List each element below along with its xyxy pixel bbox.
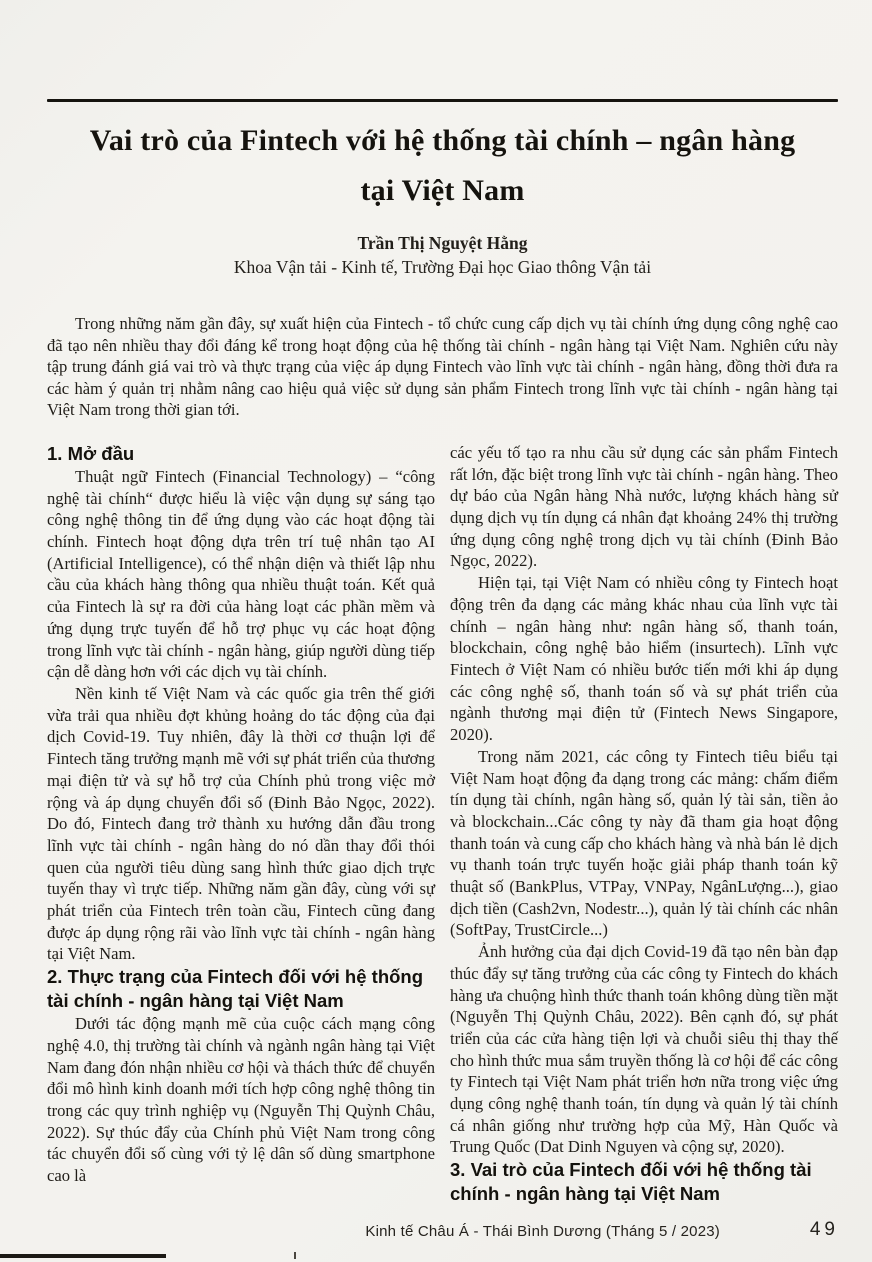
- article-title-line-1: Vai trò của Fintech với hệ thống tài chính – ngân hàng: [89, 124, 796, 157]
- article-title: [47, 116, 838, 216]
- article-title-line-2: tại Việt Nam: [360, 174, 525, 207]
- section-1-heading: 1. Mở đầu: [47, 442, 135, 464]
- scan-artifact-strip: [0, 1254, 166, 1258]
- section-1-paragraph-2: Nền kinh tế Việt Nam và các quốc gia trên thế giới vừa trải qua nhiều đợt khủng hoảng do tác động của đại dịch Covid-19. Tuy nhiên, đây là thời cơ thuận lợi để Fintech tăng trưởng mạnh mẽ với sự phát triển của thương mại điện tử và sự hỗ trợ của Chính phủ trong việc mở rộng và áp dụng chuyển đổi số (Đinh Bảo Ngọc, 2022). Do đó, Fintech đang trở thành xu hướng dẫn đầu trong lĩnh vực tài chính - ngân hàng do nó dần thay đổi thói quen của người tiêu dùng sang hình thức giao dịch trực tuyến thay vì trực tiếp. Những năm gần đây, cùng với sự phát triển của Fintech trên toàn cầu, Fintech cũng đang được áp dụng rộng rãi vào lĩnh vực tài chính - ngân hàng tại Việt Nam.: [47, 684, 435, 964]
- column-left: [47, 442, 435, 1206]
- page-content: [0, 116, 872, 1206]
- abstract-paragraph: Trong những năm gần đây, sự xuất hiện của Fintech - tổ chức cung cấp dịch vụ tài chính ứng dụng công nghệ cao đã tạo nên nhiều thay đổi đáng kể trong hoạt động của hệ thống tài chính - ngân hàng tại Việt Nam. Nghiên cứu này tập trung đánh giá vai trò và thực trạng của việc áp dụng Fintech vào lĩnh vực tài chính - ngân hàng, đồng thời đưa ra các hàm ý quản trị nhằm nâng cao hiệu quả việc sử dụng sản phẩm Fintech trong lĩnh vực tài chính - ngân hàng tại Việt Nam trong thời gian tới.: [47, 314, 838, 420]
- two-column-body: [47, 442, 838, 1206]
- section-3-heading: 3. Vai trò của Fintech đối với hệ thống tài chính - ngân hàng tại Việt Nam: [450, 1159, 812, 1205]
- section-2-paragraph-1-continuation: các yếu tố tạo ra nhu cầu sử dụng các sản phẩm Fintech rất lớn, đặc biệt trong lĩnh vực tài chính - ngân hàng. Theo dự báo của Ngân hàng Nhà nước, lượng khách hàng sử dụng dịch vụ tín dụng cá nhân đạt khoảng 24% thị trường ứng dụng công nghệ trong dịch vụ tài chính (Đinh Bảo Ngọc, 2022).: [450, 442, 838, 571]
- journal-name: Kinh tế Châu Á - Thái Bình Dương (Tháng 5 / 2023): [365, 1223, 720, 1240]
- page-footer: [0, 1219, 872, 1242]
- column-right: [450, 442, 838, 1206]
- section-1-paragraph-1: Thuật ngữ Fintech (Financial Technology) – “công nghệ tài chính“ được hiểu là việc vận dụng sự sáng tạo công nghệ thông tin để ứng dụng vào các hoạt động tài chính. Fintech hoạt động dựa trên trí tuệ nhân tạo AI (Artificial Intelligence), có thể nhận diện và thiết lập nhu cầu của khách hàng thông qua nhiều thuật toán. Kết quả của Fintech là sự ra đời của hàng loạt các phần mềm và ứng dụng trực tuyến để hỗ trợ phục vụ các hoạt động trong lĩnh vực tài chính - ngân hàng, giúp người dùng tiếp cận dễ dàng hơn với các dịch vụ tài chính.: [47, 466, 435, 682]
- header-rule: [47, 99, 838, 102]
- author-affiliation: Khoa Vận tải - Kinh tế, Trường Đại học Giao thông Vận tải: [233, 257, 652, 277]
- section-2-heading: 2. Thực trạng của Fintech đối với hệ thống tài chính - ngân hàng tại Việt Nam: [47, 966, 424, 1012]
- author-name: Trần Thị Nguyệt Hằng: [357, 233, 528, 253]
- section-2-paragraph-2: Hiện tại, tại Việt Nam có nhiều công ty Fintech hoạt động trên đa dạng các mảng khác nhau của lĩnh vực tài chính – ngân hàng như: ngân hàng số, thanh toán, blockchain, công nghệ bảo hiểm (insurtech). Lĩnh vực Fintech ở Việt Nam có nhiều bước tiến mới khi áp dụng các công nghệ số, thanh toán số và sự phát triển của ngành thương mại điện tử (Fintech News Singapore, 2020).: [450, 573, 838, 745]
- scan-artifact-tick: [294, 1252, 296, 1259]
- section-2-paragraph-1: Dưới tác động mạnh mẽ của cuộc cách mạng công nghệ 4.0, thị trường tài chính và ngành ngân hàng tại Việt Nam đang đón nhận nhiều cơ hội và thách thức để chuyển đổi mô hình kinh doanh mới tích hợp công nghệ thông tin trong các quy trình nghiệp vụ (Nguyễn Thị Quỳnh Châu, 2022). Sự thúc đẩy của Chính phủ Việt Nam trong công tác chuyển đổi số cùng với tỷ lệ dân số dùng smartphone cao là: [47, 1014, 435, 1186]
- section-2-paragraph-3: Trong năm 2021, các công ty Fintech tiêu biểu tại Việt Nam hoạt động đa dạng trong các mảng: chấm điểm tín dụng tài chính, ngân hàng số, quản lý tài sản, tiền ảo và blockchain...Các công ty này đã tham gia hoạt động thanh toán và cung cấp cho khách hàng và nhà bán lẻ dịch vụ thanh toán trực tuyến hoặc giải pháp thanh toán kỹ thuật số (BankPlus, VTPay, VNPay, NgânLượng...), giao dịch tiền (Cash2vn, Nodestr...), quản lý tài chính các nhân (SoftPay, TrustCircle...): [450, 746, 838, 940]
- page-number: 49: [809, 1219, 839, 1240]
- section-2-paragraph-4: Ảnh hưởng của đại dịch Covid-19 đã tạo nên bàn đạp thúc đẩy sự tăng trưởng của các công ty Fintech do khách hàng ưa chuộng hình thức thanh toán không dùng tiền mặt (Nguyễn Thị Quỳnh Châu, 2022). Bên cạnh đó, sự phát triển của các cửa hàng tiện lợi và chuỗi siêu thị thay thế cho hình thức mua sắm truyền thống là cơ hội để các công ty Fintech tại Việt Nam phát triển hơn nữa trong việc ứng dụng công nghệ thanh toán, tín dụng và quản lý tài chính cá nhân giống như trường hợp của Mỹ, Hàn Quốc và Trung Quốc (Dat Dinh Nguyen và cộng sự, 2020).: [450, 942, 838, 1157]
